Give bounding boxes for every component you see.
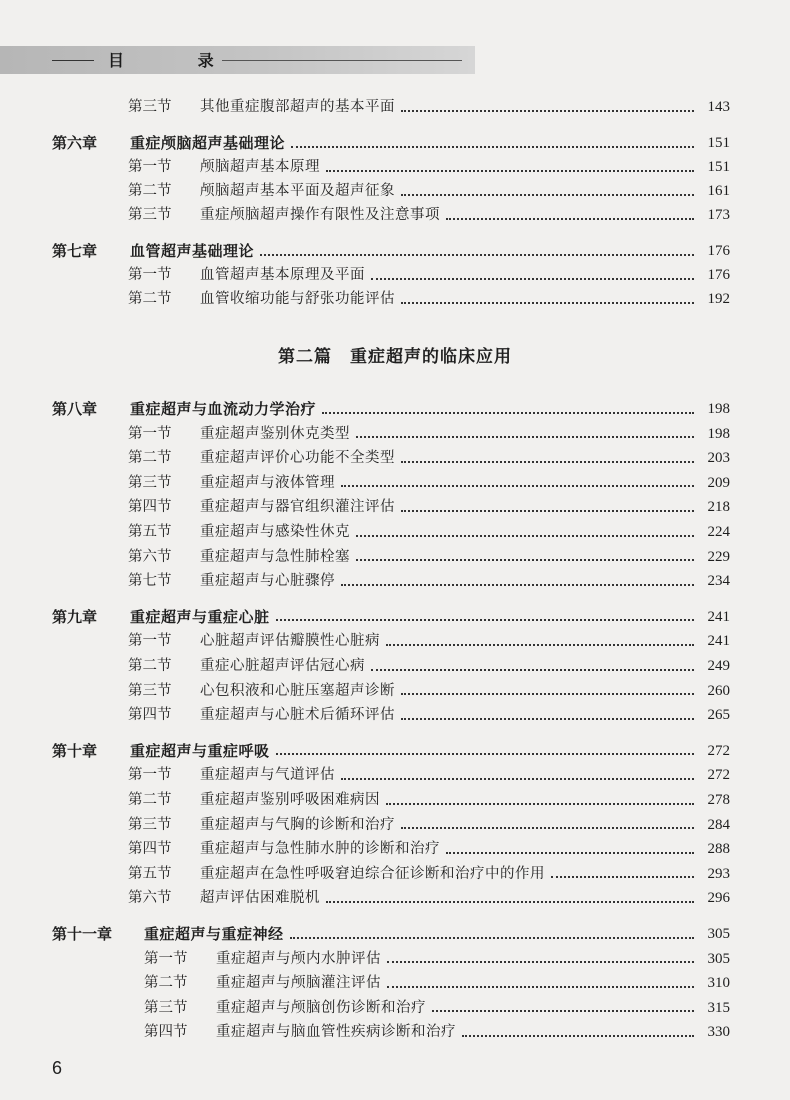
toc-leader xyxy=(401,692,694,695)
toc-number: 第六章 xyxy=(52,134,98,152)
toc-number: 第九章 xyxy=(52,607,98,626)
toc-title: 血管超声基础理论 xyxy=(130,242,255,260)
toc-leader xyxy=(341,777,694,780)
toc-leader xyxy=(401,301,694,304)
toc-number: 第二节 xyxy=(128,658,172,674)
toc-number: 第三节 xyxy=(144,999,188,1016)
toc-title: 重症超声与感染性休克 xyxy=(200,524,350,540)
toc-number: 第一节 xyxy=(128,159,172,175)
toc-page: 305 xyxy=(707,926,730,942)
toc-leader xyxy=(371,277,694,280)
toc-title: 重症超声与急性肺栓塞 xyxy=(200,548,350,565)
toc-section-row xyxy=(128,813,730,837)
toc-chapter-row xyxy=(52,397,730,421)
toc-section-row xyxy=(128,703,730,727)
toc-leader xyxy=(276,752,694,755)
toc-section-row xyxy=(128,788,730,812)
toc-page: 198 xyxy=(707,425,730,442)
toc-title: 其他重症腹部超声的基本平面 xyxy=(200,99,395,115)
toc-leader xyxy=(387,960,694,963)
toc-number: 第三节 xyxy=(128,99,172,115)
toc-section-row xyxy=(128,95,730,119)
toc-title: 心包积液和心脏压塞超声诊断 xyxy=(200,682,395,699)
toc-chapter-row xyxy=(52,922,730,946)
toc-section-row xyxy=(144,971,730,995)
toc-number: 第二节 xyxy=(144,975,188,992)
toc-number: 第二节 xyxy=(128,291,172,307)
toc-page: 161 xyxy=(707,183,730,199)
toc-number: 第三节 xyxy=(128,816,172,833)
header-title: 目 录 xyxy=(108,51,248,70)
toc-number: 第五节 xyxy=(128,524,172,540)
toc-section-row xyxy=(128,471,730,495)
toc-number: 第三节 xyxy=(128,682,172,699)
toc-number: 第二节 xyxy=(128,183,172,199)
toc-title: 血管收缩功能与舒张功能评估 xyxy=(200,291,395,307)
toc-title: 重症超声与重症呼吸 xyxy=(130,741,270,760)
toc-leader xyxy=(401,509,694,512)
toc-title: 重症超声与血流动力学治疗 xyxy=(130,400,317,418)
toc-leader xyxy=(276,618,694,621)
toc-leader xyxy=(326,900,694,903)
header-rule-left xyxy=(52,60,94,61)
toc-leader xyxy=(291,145,694,148)
toc-page: 192 xyxy=(707,291,730,307)
toc-section-row xyxy=(144,947,730,971)
header-rule-right xyxy=(222,60,462,61)
toc-title: 重症超声与心脏骤停 xyxy=(200,573,335,590)
toc-title: 重症超声与心脏术后循环评估 xyxy=(200,707,395,724)
toc-page: 288 xyxy=(707,841,730,858)
toc-section-row xyxy=(128,287,730,311)
toc-page: 241 xyxy=(707,608,730,625)
toc-leader xyxy=(387,985,694,988)
toc-leader xyxy=(446,217,694,220)
toc-section-row xyxy=(128,446,730,470)
toc-page: 229 xyxy=(707,548,730,565)
toc-section-row xyxy=(128,520,730,544)
toc-section-row xyxy=(128,654,730,678)
toc-title: 重症超声与颅脑灌注评估 xyxy=(216,975,381,992)
toc-leader xyxy=(446,851,694,854)
toc-number: 第六节 xyxy=(128,890,172,907)
toc-page: 203 xyxy=(707,450,730,467)
toc-leader xyxy=(386,802,694,805)
toc-number: 第十章 xyxy=(52,741,98,760)
toc-section-row xyxy=(128,679,730,703)
toc-page: 310 xyxy=(707,975,730,992)
toc-leader xyxy=(341,583,694,586)
toc-leader xyxy=(401,193,694,196)
toc-title: 颅脑超声基本平面及超声征象 xyxy=(200,183,395,199)
toc-page: 249 xyxy=(707,658,730,674)
toc-page: 296 xyxy=(707,890,730,907)
toc-number: 第六节 xyxy=(128,548,172,565)
toc-page: 315 xyxy=(707,999,730,1016)
toc-number: 第一节 xyxy=(128,425,172,442)
toc-page: 234 xyxy=(707,573,730,590)
toc-number: 第八章 xyxy=(52,400,98,418)
toc-page: 143 xyxy=(707,99,730,115)
toc-leader xyxy=(432,1009,694,1012)
toc-section-row xyxy=(128,862,730,886)
toc-section-row xyxy=(128,203,730,227)
toc-title: 重症超声与气胸的诊断和治疗 xyxy=(200,816,395,833)
toc-title: 重症超声与颅内水肿评估 xyxy=(216,950,381,967)
toc-page: 151 xyxy=(707,135,730,151)
toc-chapter-row xyxy=(52,605,730,629)
page-number: 6 xyxy=(52,1058,63,1078)
toc-page: 176 xyxy=(707,267,730,283)
toc-leader xyxy=(401,460,694,463)
toc-number: 第二节 xyxy=(128,450,172,467)
toc-title: 血管超声基本原理及平面 xyxy=(200,267,365,283)
toc-page: 260 xyxy=(707,682,730,699)
toc-page: 151 xyxy=(707,159,730,175)
toc-page: 284 xyxy=(707,816,730,833)
toc-leader xyxy=(462,1034,694,1037)
toc-leader xyxy=(401,717,694,720)
toc-number: 第七节 xyxy=(128,573,172,590)
toc-title: 重症超声与颅脑创伤诊断和治疗 xyxy=(216,999,426,1016)
toc-section-row xyxy=(128,155,730,179)
toc-section-row xyxy=(128,763,730,787)
toc-page: 305 xyxy=(707,950,730,967)
toc-page: 198 xyxy=(707,401,730,417)
toc-section-row xyxy=(128,837,730,861)
toc-number: 第四节 xyxy=(144,1024,188,1041)
toc-leader xyxy=(371,668,694,671)
toc-leader xyxy=(386,643,694,646)
toc-title: 重症超声评价心功能不全类型 xyxy=(200,450,395,467)
toc-leader xyxy=(401,826,694,829)
toc-title: 重症超声在急性呼吸窘迫综合征诊断和治疗中的作用 xyxy=(200,865,545,882)
toc-page: 272 xyxy=(707,767,730,784)
toc-page: 265 xyxy=(707,707,730,724)
toc-section-row xyxy=(128,422,730,446)
toc-number: 第二节 xyxy=(128,792,172,808)
part-number: 第二篇 xyxy=(278,347,332,367)
toc-section-row xyxy=(128,545,730,569)
toc-section-row xyxy=(128,629,730,653)
toc-section-row xyxy=(128,495,730,519)
toc-title: 重症超声与脑血管性疾病诊断和治疗 xyxy=(216,1024,456,1041)
toc-number: 第三节 xyxy=(128,474,172,491)
toc-number: 第四节 xyxy=(128,841,172,858)
toc-section-row xyxy=(128,886,730,910)
toc-page: 293 xyxy=(707,865,730,882)
toc-page: 176 xyxy=(707,243,730,259)
toc-section-row xyxy=(128,569,730,593)
toc-leader xyxy=(260,253,694,256)
toc-title: 重症心脏超声评估冠心病 xyxy=(200,658,365,674)
toc-leader xyxy=(356,435,694,438)
toc-leader xyxy=(341,484,694,487)
toc-section-row xyxy=(128,263,730,287)
toc-page: 272 xyxy=(707,742,730,759)
toc-number: 第七章 xyxy=(52,242,98,260)
toc-title: 重症颅脑超声基础理论 xyxy=(130,134,286,152)
toc-leader xyxy=(356,534,694,537)
toc-number: 第四节 xyxy=(128,499,172,516)
toc-number: 第三节 xyxy=(128,207,172,223)
toc-chapter-row xyxy=(52,239,730,263)
toc-title: 重症超声鉴别休克类型 xyxy=(200,425,350,442)
toc-title: 重症超声鉴别呼吸困难病因 xyxy=(200,792,380,808)
toc-chapter-row xyxy=(52,739,730,763)
toc-number: 第一节 xyxy=(144,950,188,967)
toc-title: 重症超声与器官组织灌注评估 xyxy=(200,499,395,516)
toc-title: 超声评估困难脱机 xyxy=(200,890,320,907)
toc-title: 重症颅脑超声操作有限性及注意事项 xyxy=(200,207,440,223)
toc-page: 224 xyxy=(707,524,730,540)
toc-number: 第一节 xyxy=(128,267,172,283)
toc-number: 第四节 xyxy=(128,707,172,724)
toc-number: 第一节 xyxy=(128,633,172,650)
toc-page: 173 xyxy=(707,207,730,223)
toc-number: 第五节 xyxy=(128,865,172,882)
toc-leader xyxy=(326,169,694,172)
toc-leader xyxy=(356,558,694,561)
toc-section-row xyxy=(144,1020,730,1044)
toc-chapter-row xyxy=(52,131,730,155)
toc-leader xyxy=(322,411,694,414)
part-name: 重症超声的临床应用 xyxy=(350,347,512,367)
toc-leader xyxy=(401,109,694,112)
toc-title: 重症超声与液体管理 xyxy=(200,474,335,491)
toc-title: 重症超声与重症心脏 xyxy=(130,607,270,626)
toc-page: 330 xyxy=(707,1024,730,1041)
toc-title: 颅脑超声基本原理 xyxy=(200,159,320,175)
toc-page: 218 xyxy=(707,499,730,516)
toc-title: 心脏超声评估瓣膜性心脏病 xyxy=(200,633,380,650)
toc-number: 第十一章 xyxy=(52,925,113,943)
toc-number: 第一节 xyxy=(128,767,172,784)
toc-section-row xyxy=(128,179,730,203)
toc-title: 重症超声与重症神经 xyxy=(144,925,284,943)
toc-title: 重症超声与气道评估 xyxy=(200,767,335,784)
part-title xyxy=(0,342,790,367)
toc-page: 241 xyxy=(707,633,730,650)
toc-title: 重症超声与急性肺水肿的诊断和治疗 xyxy=(200,841,440,858)
toc-section-row xyxy=(144,996,730,1020)
toc-page: 278 xyxy=(707,792,730,808)
toc-leader xyxy=(551,875,694,878)
toc-leader xyxy=(290,936,694,939)
toc-page: 209 xyxy=(707,474,730,491)
